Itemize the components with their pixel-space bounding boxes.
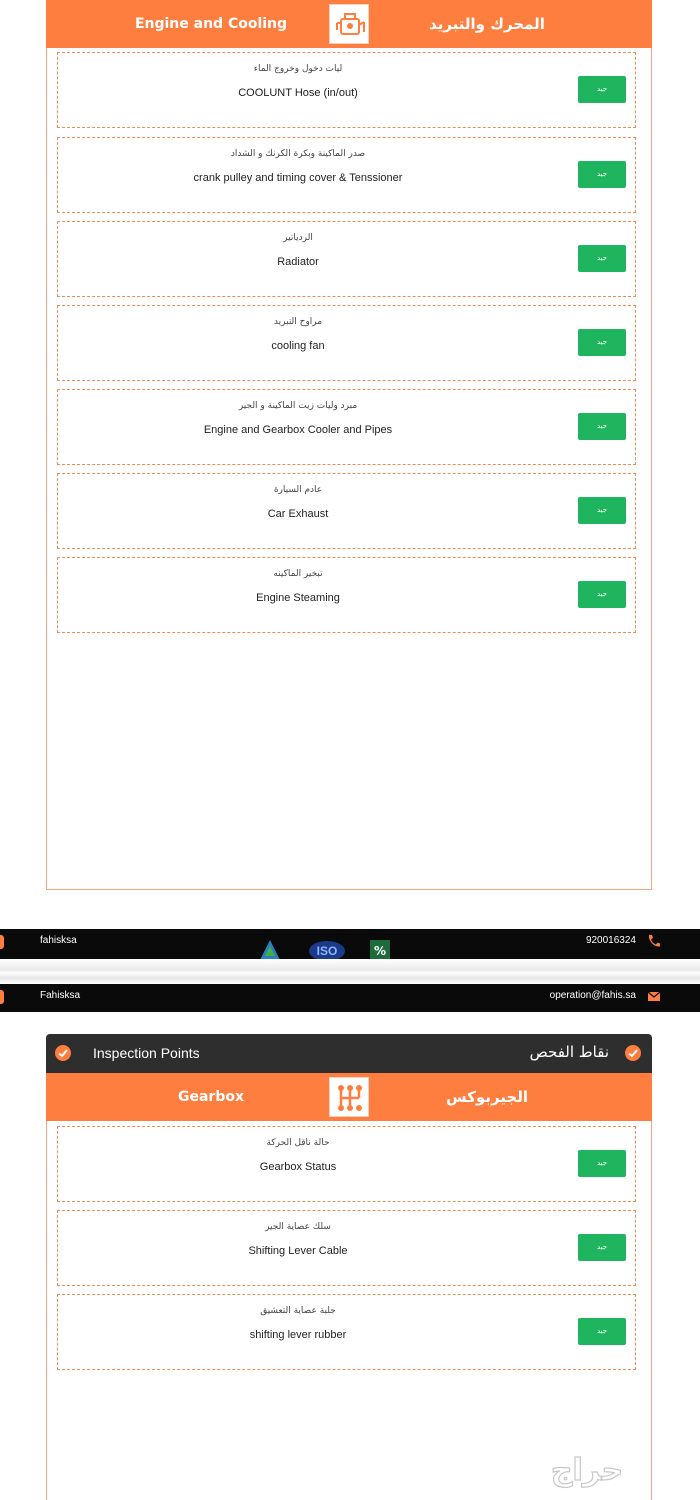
inspection-item [57, 1126, 636, 1202]
phone-icon [646, 933, 662, 949]
inspection-points-title-ar: نقاط الفحص [529, 1043, 609, 1061]
engine-cooling-header [46, 0, 652, 48]
inspection-item [57, 221, 636, 297]
status-good-button[interactable]: جيد [578, 581, 626, 608]
inspection-item [57, 389, 636, 465]
item-label-en: COOLUNT Hose (in/out) [238, 87, 358, 99]
item-label-ar: عادم السيارة [273, 485, 323, 495]
inspection-item [57, 305, 636, 381]
inspection-item [57, 137, 636, 213]
social-handle: Fahisksa [40, 990, 81, 1001]
engine-cooling-title-en: Engine and Cooling [134, 16, 288, 32]
haraj-watermark [512, 1448, 662, 1490]
item-label-ar: ليات دخول وخروج الماء [253, 64, 343, 74]
item-label-ar: سلك عصاية الجير [265, 1222, 331, 1232]
status-good-button[interactable]: جيد [578, 329, 626, 356]
engine-icon [329, 4, 369, 44]
status-good-button[interactable]: جيد [578, 1234, 626, 1261]
iso-label: ISO [316, 944, 338, 958]
item-label-en: Radiator [277, 256, 319, 268]
item-label-en: crank pulley and timing cover & Tenssioner [193, 172, 403, 184]
inspection-points-bar [46, 1034, 652, 1073]
inspection-points-title-en: Inspection Points [93, 1045, 200, 1061]
page-tear [0, 959, 700, 984]
item-label-en: Car Exhaust [267, 508, 329, 520]
item-label-ar: تبخير الماكينه [273, 569, 323, 579]
item-label-ar: الردياتير [283, 233, 313, 243]
inspection-item [57, 557, 636, 633]
item-label-en: shifting lever rubber [249, 1329, 347, 1341]
item-label-ar: صدر الماكينة وبكرة الكرنك و الشداد [230, 149, 366, 159]
status-good-button[interactable]: جيد [578, 161, 626, 188]
status-good-button[interactable]: جيد [578, 1318, 626, 1345]
item-label-ar: مراوح التبريد [273, 317, 323, 327]
item-label-en: cooling fan [271, 340, 325, 352]
inspection-item [57, 1294, 636, 1370]
footer-edge-mark [0, 935, 4, 949]
item-label-en: Engine and Gearbox Cooler and Pipes [203, 424, 393, 436]
item-label-en: Shifting Lever Cable [248, 1245, 348, 1257]
percent-label: % [373, 944, 387, 958]
mail-icon [646, 988, 662, 1004]
check-badge-icon [624, 1044, 642, 1062]
gear-shift-icon [329, 1077, 369, 1117]
engine-cooling-title-ar: المحرك والتبريد [429, 15, 545, 33]
footer-edge-mark [0, 990, 4, 1004]
social-handle: fahisksa [40, 935, 77, 946]
item-label-ar: جلبة عصاية التعشيق [260, 1306, 336, 1316]
item-label-en: Engine Steaming [256, 592, 340, 604]
watermark-text: حراج [550, 1453, 624, 1488]
check-badge-icon [54, 1044, 72, 1062]
status-good-button[interactable]: جيد [578, 76, 626, 103]
gearbox-header [46, 1073, 652, 1121]
status-good-button[interactable]: جيد [578, 497, 626, 524]
inspection-item [57, 52, 636, 128]
email-address: operation@fahis.sa [549, 990, 636, 1001]
item-label-ar: حالة ناقل الحركة [266, 1138, 330, 1148]
item-label-ar: مبرد وليات زيت الماكينة و الجير [238, 401, 358, 411]
phone-number: 920016324 [585, 935, 636, 946]
gearbox-title-ar: الجيربوكس [445, 1088, 528, 1106]
status-good-button[interactable]: جيد [578, 1150, 626, 1177]
gearbox-title-en: Gearbox [177, 1089, 244, 1105]
inspection-item [57, 1210, 636, 1286]
inspection-item [57, 473, 636, 549]
status-good-button[interactable]: جيد [578, 413, 626, 440]
item-label-en: Gearbox Status [259, 1161, 337, 1173]
status-good-button[interactable]: جيد [578, 245, 626, 272]
page-footer-band-bottom [0, 984, 700, 1012]
